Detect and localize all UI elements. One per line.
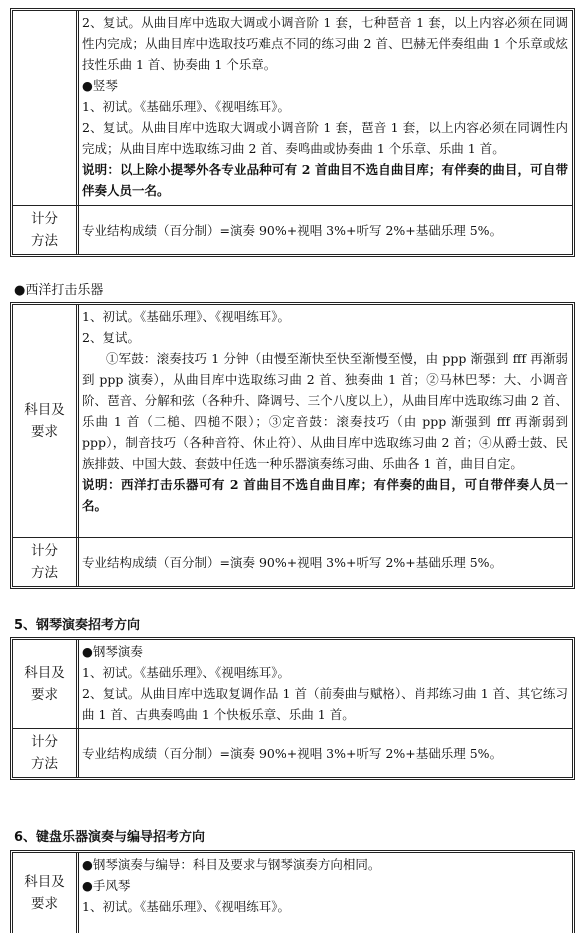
subject-row	[13, 853, 572, 933]
piano-table	[10, 637, 575, 780]
subject-content: 1、初试。《基础乐理》、《视唱练耳》。 2、复试。 ①军鼓：滚奏技巧 1 分钟（由慢至渐快至快至渐慢至慢，由 ppp 渐强到 fff 再渐弱到 ppp 演奏），从曲目库中选取练习曲 2 首、独奏曲 1 首；②马林巴琴：大、小调音阶、琶音、分解和弦（各种升、降调号、三个八度以上），从曲目库中选取练习曲 2 首、乐曲 1 首（二槌、四槌不限）；③定音鼓：滚奏技巧（由 ppp 渐强到 fff 再渐弱到 ppp），制音技巧（各种音符、休止符）、从曲目库中选取练习曲 2 首；④从爵士鼓、民族排鼓、中国大鼓、套鼓中任选一种乐器演奏练习曲、乐曲各 1 首，曲目自定。 说明：西洋打击乐器可有 2 首曲目不选自曲目库；有伴奏的曲目，可自带伴奏人员一名。	[79, 305, 572, 537]
score-content: 专业结构成绩（百分制）=演奏 90%+视唱 3%+听写 2%+基础乐理 5%。	[82, 222, 503, 238]
note-text: 说明：西洋打击乐器可有 2 首曲目不选自曲目库；有伴奏的曲目，可自带伴奏人员一名。	[82, 477, 568, 513]
percussion-heading: ●西洋打击乐器	[14, 283, 104, 298]
harp-pretest: 1、初试。《基础乐理》、《视唱练耳》。	[82, 99, 290, 114]
score-label: 计分 方法	[13, 538, 79, 586]
subject-row	[13, 305, 572, 537]
score-label: 计分 方法	[13, 206, 79, 254]
harp-retest: 2、复试。从曲目库中选取大调或小调音阶 1 套，琶音 1 套，以上内容必须在同调性内完成；从曲目库中选取练习曲 2 首、奏鸣曲或协奏曲 1 个乐章、乐曲 1 首。	[82, 120, 568, 156]
subject-label-empty	[13, 11, 79, 205]
subject-label: 科目及 要求	[13, 853, 79, 933]
score-label: 计分 方法	[13, 729, 79, 777]
subject-row	[13, 640, 572, 728]
piano-heading: 5、钢琴演奏招考方向	[14, 618, 141, 633]
score-row	[13, 537, 572, 586]
score-row	[13, 205, 572, 254]
score-content: 专业结构成绩（百分制）=演奏 90%+视唱 3%+听写 2%+基础乐理 5%。	[82, 745, 503, 761]
score-row	[13, 728, 572, 777]
subject-content: ●钢琴演奏与编导：科目及要求与钢琴演奏方向相同。 ●手风琴 1、初试。《基础乐理》、《视唱练耳》。	[82, 857, 381, 914]
harp-title: ●竖琴	[82, 78, 118, 93]
keyboard-heading: 6、键盘乐器演奏与编导招考方向	[14, 830, 206, 845]
subject-label: 科目及 要求	[13, 305, 79, 537]
percussion-table	[10, 302, 575, 589]
score-content: 专业结构成绩（百分制）=演奏 90%+视唱 3%+听写 2%+基础乐理 5%。	[82, 554, 503, 570]
subject-label: 科目及 要求	[13, 640, 79, 728]
subject-content	[79, 11, 572, 205]
subject-row	[13, 11, 572, 205]
note-text: 说明：以上除小提琴外各专业品种可有 2 首曲目不选自曲目库；有伴奏的曲目，可自带伴奏人员一名。	[82, 162, 568, 198]
subject-content: ●钢琴演奏 1、初试。《基础乐理》、《视唱练耳》。 2、复试。从曲目库中选取复调作品 1 首（前奏曲与赋格）、肖邦练习曲 1 首、其它练习曲 1 首、古典奏鸣曲 1 个快板乐章、乐曲 1 首。	[82, 644, 568, 722]
keyboard-table	[10, 850, 575, 933]
violin-harp-table	[10, 8, 575, 257]
retest-text: 2、复试。从曲目库中选取大调或小调音阶 1 套，七种琶音 1 套，以上内容必须在同调性内完成；从曲目库中选取技巧难点不同的练习曲 2 首、巴赫无伴奏组曲 1 个乐章或炫技性乐曲 1 首、协奏曲 1 个乐章。	[82, 15, 568, 72]
